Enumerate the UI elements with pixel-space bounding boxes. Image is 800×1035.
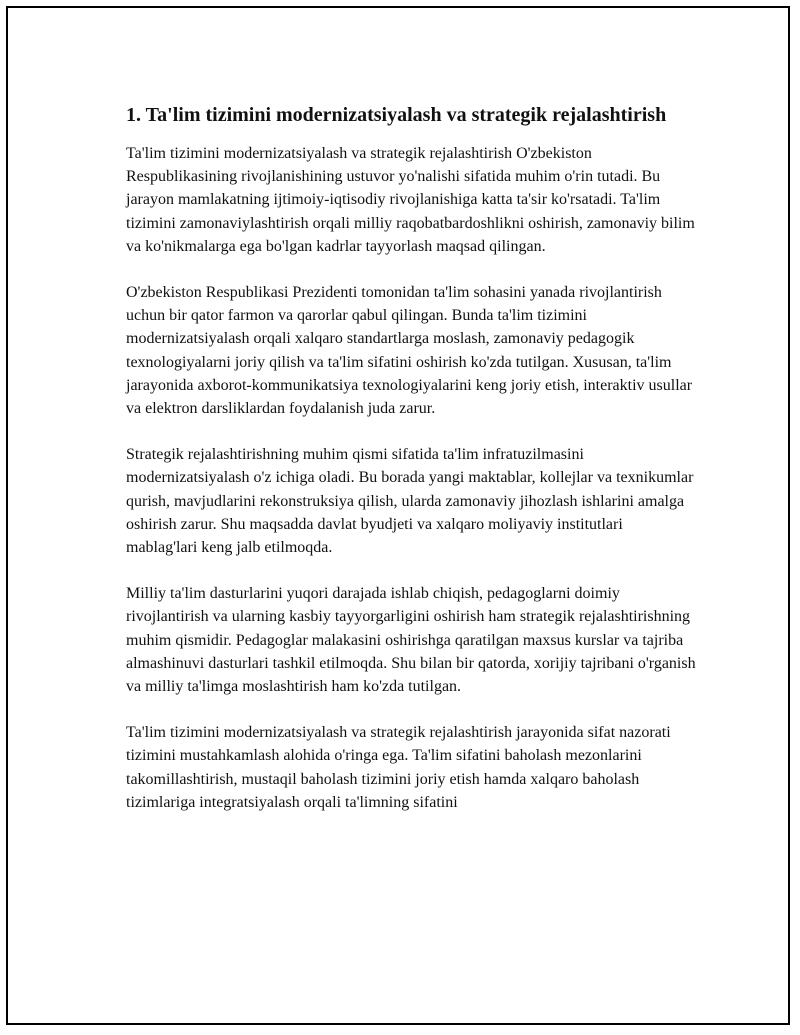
paragraph-3: Strategik rejalashtirishning muhim qismi sifatida ta'lim infratuzilmasini modernizatsiyalash o'z ichiga oladi. Bu borada yangi maktablar, kollejlar va texnikumlar qurish, mavjudlarini rekonstruksiya qilish, ularda zamonaviy jihozlash ishlarini amalga oshirish zarur. Shu maqsadda davlat byudjeti va xalqaro moliyaviy institutlari mablag'lari keng jalb etilmoqda. [126,446,694,557]
paragraph-1: Ta'lim tizimini modernizatsiyalash va strategik rejalashtirish O'zbekiston Respublikasining rivojlanishining ustuvor yo'nalishi sifatida muhim o'rin tutadi. Bu jarayon mamlakatning ijtimoiy-iqtisodiy rivojlanishiga katta ta'sir ko'rsatadi. Ta'lim tizimini zamonaviylashtirish orqali milliy raqobatbardoshlikni oshirish, zamonaviy bilim va ko'nikmalarga ega bo'lgan kadrlar tayyorlash maqsad qilingan. [126,145,695,255]
page-frame [6,6,790,1025]
paragraph-4: Milliy ta'lim dasturlarini yuqori darajada ishlab chiqish, pedagoglarni doimiy rivojlantirish va ularning kasbiy tayyorgarligini oshirish ham strategik rejalashtirishning muhim qismidir. Pedagoglar malakasini oshirishga qaratilgan maxsus kurslar va tajriba almashinuvi dasturlari tashkil etilmoqda. Shu bilan bir qatorda, xorijiy tajribani o'rganish va milliy ta'limga moslashtirish ham ko'zda tutilgan. [126,585,696,696]
document-body [126,100,696,837]
paragraph-5: Ta'lim tizimini modernizatsiyalash va strategik rejalashtirish jarayonida sifat nazorati tizimini mustahkamlash alohida o'ringa ega. Ta'lim sifatini baholash mezonlarini takomillashtirish, mustaqil baholash tizimini joriy etish hamda xalqaro baholash tizimlariga integratsiyalash orqali ta'limning sifatini [126,724,671,811]
paragraph-2: O'zbekiston Respublikasi Prezidenti tomonidan ta'lim sohasini yanada rivojlantirish uchun bir qator farmon va qarorlar qabul qilingan. Bunda ta'lim tizimini modernizatsiyalash orqali xalqaro standartlarga moslash, zamonaviy pedagogik texnologiyalarni joriy qilish va ta'lim sifatini oshirish ko'zda tutilgan. Xususan, ta'lim jarayonida axborot-kommunikatsiya texnologiyalarini keng joriy etish, interaktiv usullar va elektron darsliklardan foydalanish juda zarur. [126,284,693,418]
section-heading: 1. Ta'lim tizimini modernizatsiyalash va strategik rejalashtirish [126,104,667,126]
